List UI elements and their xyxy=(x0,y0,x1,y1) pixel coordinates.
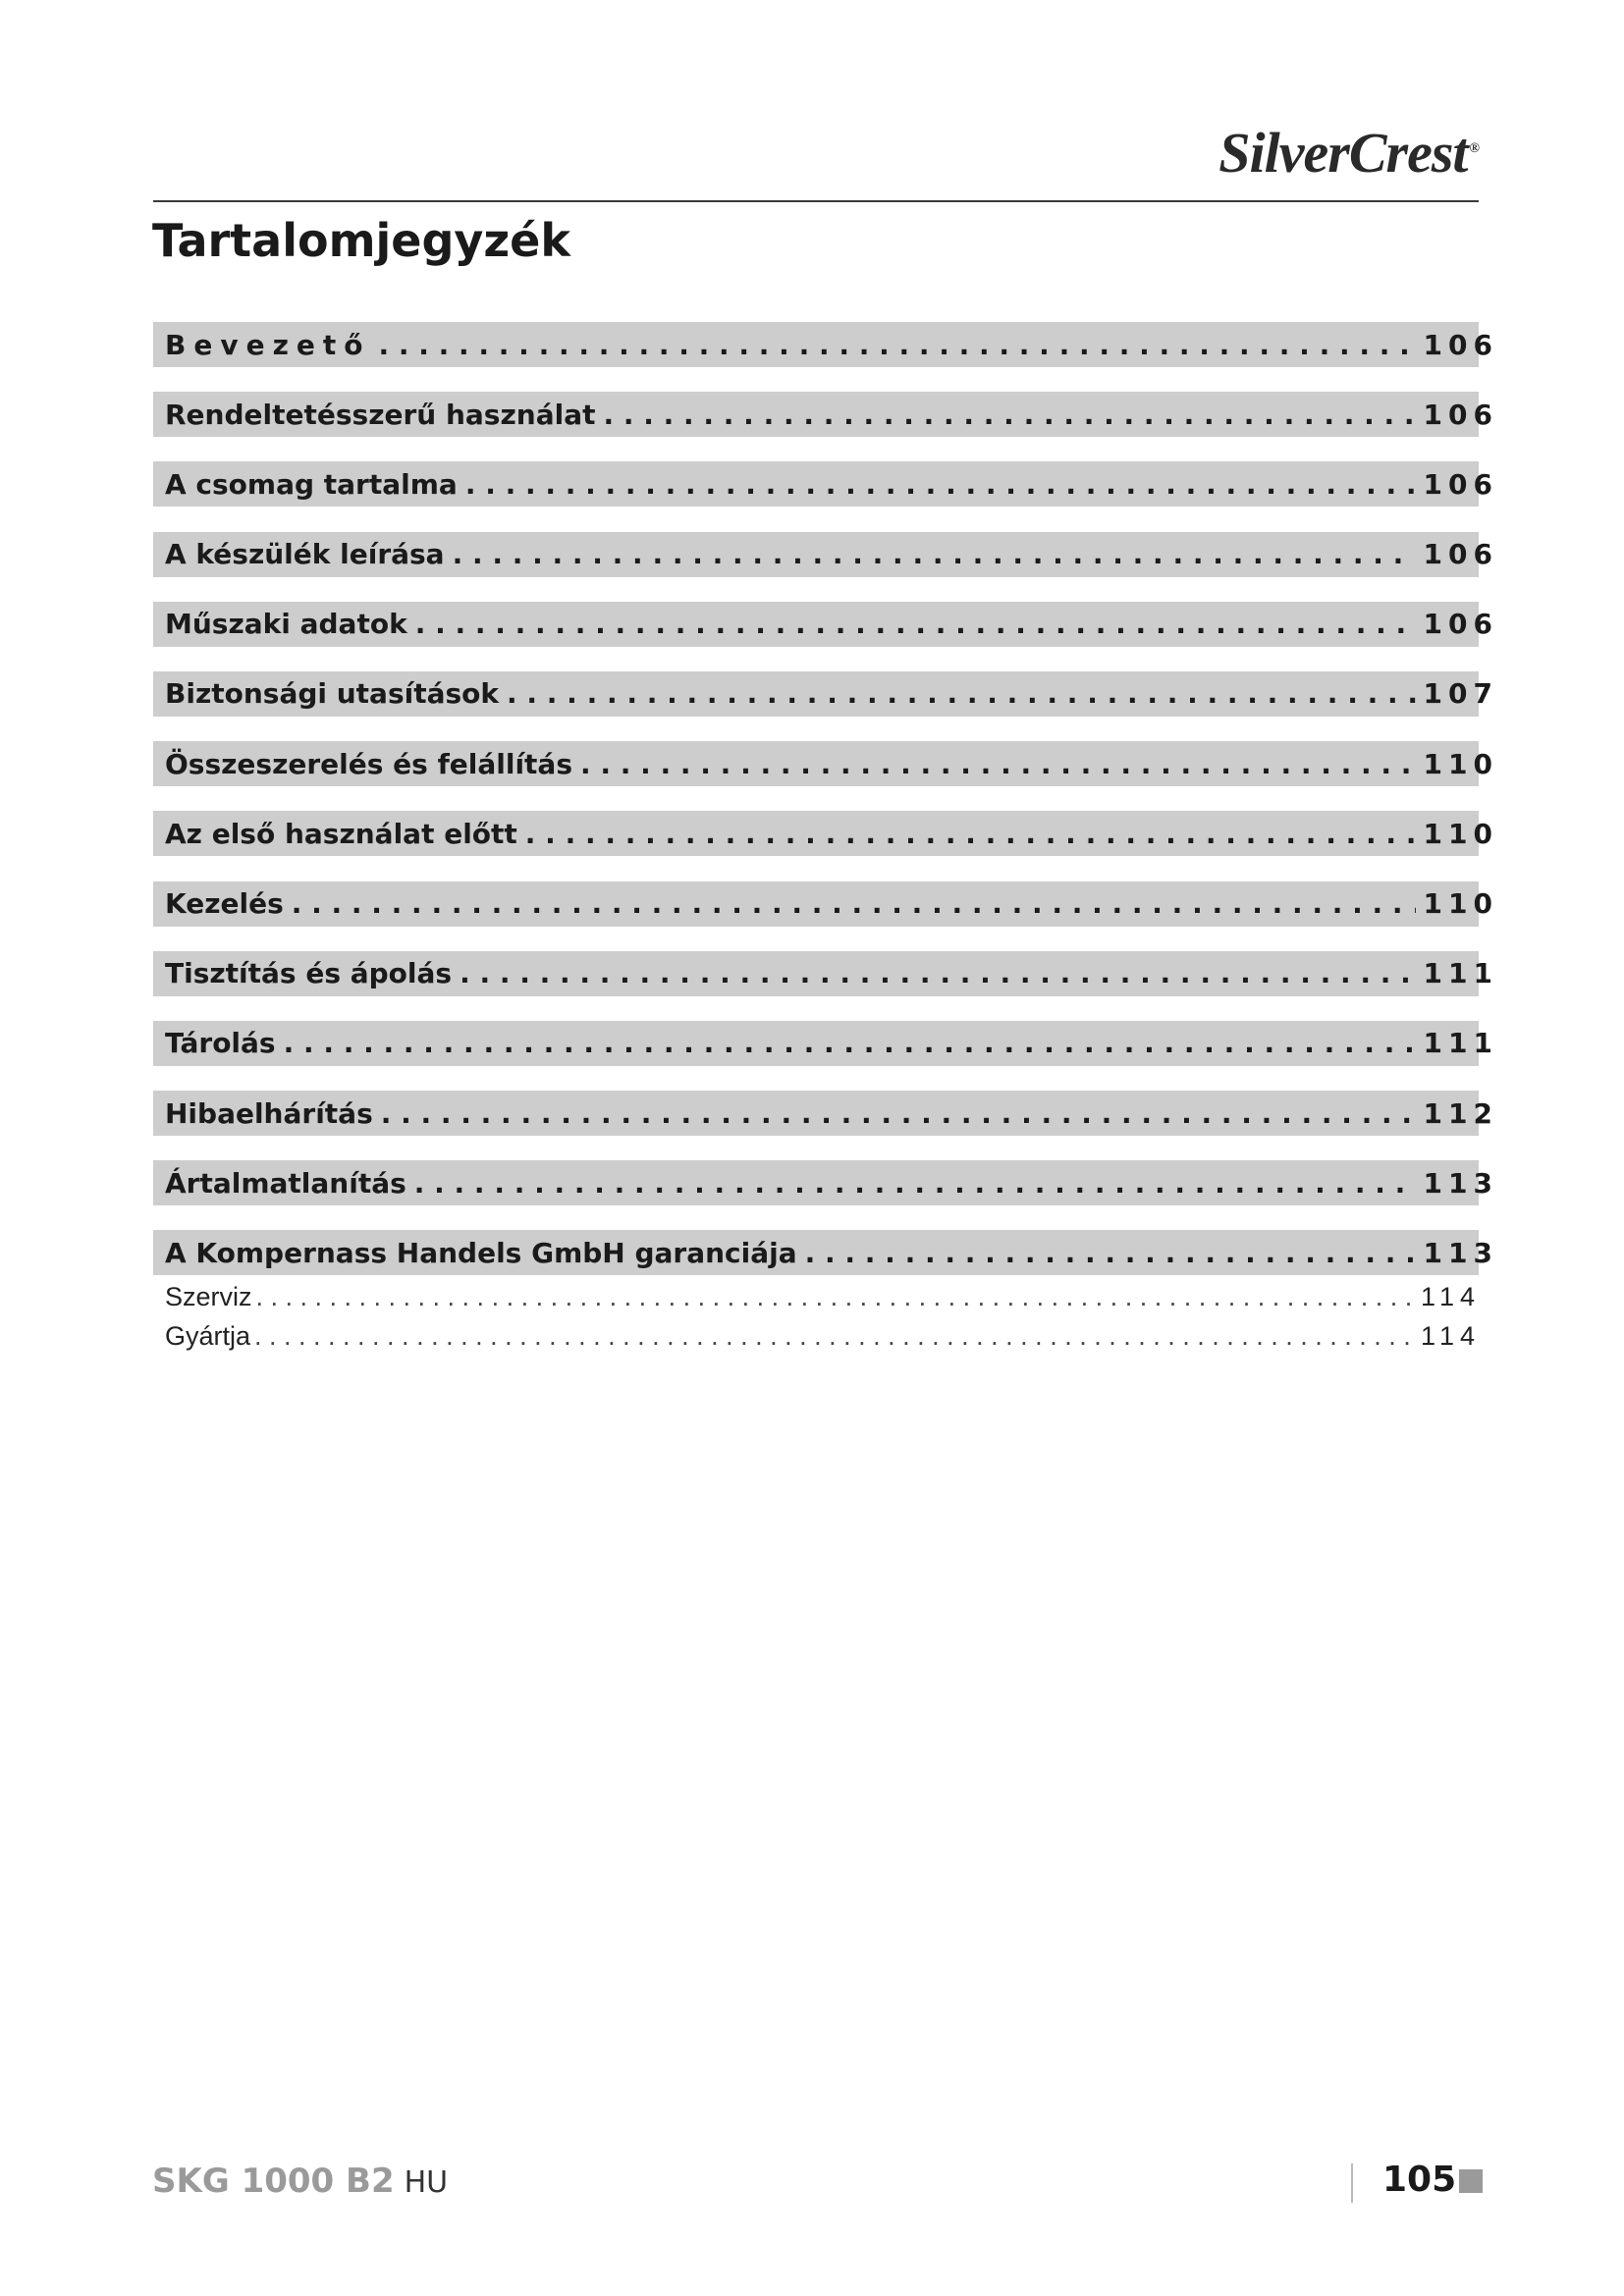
dot-leader xyxy=(465,468,1416,501)
dot-leader xyxy=(603,399,1415,431)
toc-entry-title: Ártalmatlanítás xyxy=(165,1166,406,1200)
toc-subentry-title: Szerviz xyxy=(165,1281,252,1311)
dot-leader xyxy=(580,748,1416,780)
footer-model xyxy=(152,2162,448,2201)
toc-entry-page: 106 xyxy=(1423,538,1498,571)
footer-separator xyxy=(1351,2163,1353,2203)
toc-entry-page: 106 xyxy=(1423,608,1498,641)
dot-leader xyxy=(292,887,1416,920)
toc-entry-title: Biztonsági utasítások xyxy=(165,677,500,711)
registered-mark: ® xyxy=(1469,140,1479,156)
toc-entry-title: Összeszerelés és felállítás xyxy=(165,747,572,780)
dot-leader xyxy=(453,538,1416,570)
toc-entry-page: 112 xyxy=(1423,1096,1498,1130)
toc-subentry-szerviz[interactable] xyxy=(153,1277,1481,1316)
toc-entry-title: Tárolás xyxy=(165,1027,276,1060)
toc-entry-page: 106 xyxy=(1423,398,1498,431)
toc-entry-csomag-tartalma[interactable] xyxy=(153,461,1498,507)
toc-entry-title: Bevezető xyxy=(165,328,371,361)
toc-entry-elso-hasznalat-elott[interactable] xyxy=(153,811,1498,856)
toc-subentry-page: 114 xyxy=(1420,1320,1481,1351)
toc-entry-hibaelharitas[interactable] xyxy=(153,1091,1498,1136)
toc-entry-title: Kezelés xyxy=(165,887,284,920)
toc-entry-muszaki-adatok[interactable] xyxy=(153,602,1498,647)
toc-subentry-title: Gyártja xyxy=(165,1320,251,1351)
toc-entry-title: Rendeltetésszerű használat xyxy=(165,398,596,431)
language-code: HU xyxy=(404,2165,449,2200)
toc-entry-title: A készülék leírása xyxy=(165,538,445,571)
square-icon xyxy=(1459,2169,1483,2193)
toc-entry-artalmatlanitas[interactable] xyxy=(153,1160,1498,1205)
toc-entry-title: Tisztítás és ápolás xyxy=(165,957,453,990)
toc-entry-title: A Kompernass Handels GmbH garanciája xyxy=(165,1236,797,1269)
toc-entry-page: 113 xyxy=(1423,1236,1498,1269)
dot-leader xyxy=(507,677,1416,710)
toc-entry-title: Műszaki adatok xyxy=(165,608,407,641)
brand-logo xyxy=(1218,120,1479,186)
header-divider xyxy=(153,200,1479,202)
model-number: SKG 1000 B2 xyxy=(152,2162,395,2201)
page-title: Tartalomjegyzék xyxy=(152,214,570,267)
dot-leader xyxy=(805,1237,1416,1269)
toc-entry-title: Hibaelhárítás xyxy=(165,1096,373,1130)
table-of-contents xyxy=(153,322,1498,1356)
toc-subentry-page: 114 xyxy=(1420,1281,1481,1311)
toc-entry-tarolas[interactable] xyxy=(153,1021,1498,1066)
dot-leader xyxy=(284,1027,1416,1059)
toc-entry-rendeltetesszeru-hasznalat[interactable] xyxy=(153,392,1498,437)
dot-leader xyxy=(460,957,1415,989)
page-number: 105 xyxy=(1382,2160,1457,2200)
dot-leader xyxy=(254,1321,1417,1352)
toc-entry-page: 107 xyxy=(1423,677,1498,711)
dot-leader xyxy=(381,1097,1416,1130)
dot-leader xyxy=(414,1167,1416,1200)
dot-leader xyxy=(415,608,1416,640)
toc-entry-page: 110 xyxy=(1423,817,1498,850)
toc-entry-page: 110 xyxy=(1423,747,1498,780)
dot-leader xyxy=(525,818,1416,850)
toc-entry-page: 106 xyxy=(1423,328,1498,361)
toc-entry-page: 111 xyxy=(1423,1027,1498,1060)
dot-leader xyxy=(256,1282,1417,1312)
brand-name: SilverCrest xyxy=(1218,121,1468,185)
toc-entry-garancia[interactable] xyxy=(153,1230,1498,1275)
toc-entry-page: 113 xyxy=(1423,1166,1498,1200)
dot-leader xyxy=(378,329,1415,361)
toc-entry-page: 106 xyxy=(1423,467,1498,501)
toc-entry-title: Az első használat előtt xyxy=(165,817,517,850)
toc-entry-biztonsagi-utasitasok[interactable] xyxy=(153,671,1498,717)
toc-entry-title: A csomag tartalma xyxy=(165,467,458,501)
toc-entry-page: 111 xyxy=(1423,957,1498,990)
toc-entry-tisztitas-es-apolas[interactable] xyxy=(153,951,1498,996)
toc-entry-keszulek-leirasa[interactable] xyxy=(153,532,1498,577)
toc-entry-osszeszereles[interactable] xyxy=(153,741,1498,786)
toc-entry-kezeles[interactable] xyxy=(153,881,1498,927)
toc-entry-bevezeto[interactable] xyxy=(153,322,1498,367)
toc-entry-page: 110 xyxy=(1423,887,1498,920)
toc-subentry-gyartja[interactable] xyxy=(153,1316,1481,1356)
